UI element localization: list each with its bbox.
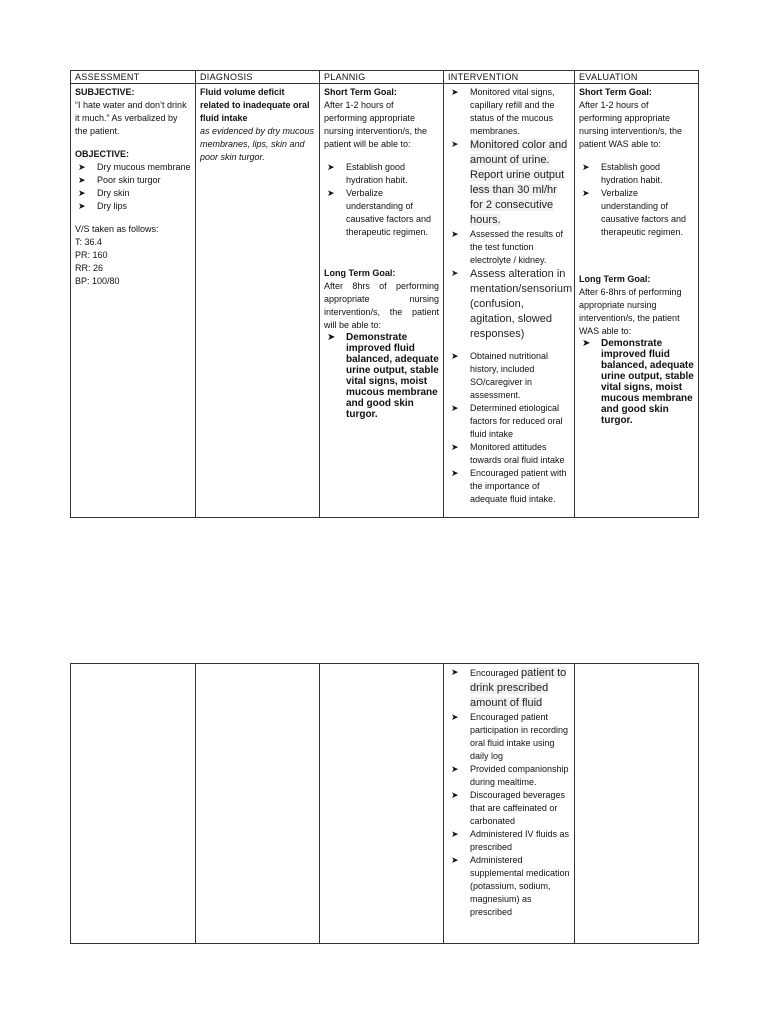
- evaluation-cell-continued: [575, 664, 699, 944]
- arrow-bullet-icon: ➤: [78, 201, 86, 211]
- planning-short-label: Short Term Goal:: [324, 87, 397, 97]
- table-row: [71, 664, 699, 944]
- diagnosis-evidence: as evidenced by dry mucous membranes, lips, skin and poor skin turgor.: [200, 126, 315, 162]
- arrow-bullet-icon: ➤: [451, 229, 459, 239]
- arrow-bullet-icon: ➤: [78, 175, 86, 185]
- arrow-bullet-icon: ➤: [451, 829, 459, 839]
- arrow-bullet-icon: ➤: [451, 468, 459, 478]
- list-item: ➤ Dry mucous membrane: [78, 162, 191, 172]
- evaluation-long-list: [579, 338, 694, 426]
- intervention-cell: [444, 84, 575, 518]
- diagnosis-main: Fluid volume deficit related to inadequate oral fluid intake: [200, 87, 310, 123]
- list-item: ➤ Provided companionship during mealtime.: [451, 764, 569, 787]
- subjective-text: “I hate water and don’t drink it much.” As verbalized by the patient.: [75, 100, 187, 136]
- list-item: ➤ Verbalize understanding of causative factors and therapeutic regimen.: [582, 188, 687, 237]
- list-item: ➤ Establish good hydration habit.: [582, 162, 663, 185]
- evaluation-cell: [575, 84, 699, 518]
- evaluation-short-list: [579, 161, 694, 239]
- vitals-intro: V/S taken as follows:: [75, 224, 159, 234]
- list-item: ➤ Demonstrate improved fluid balanced, adequate urine output, stable vital signs, moist mucous membrane and good skin turgor.: [582, 338, 694, 426]
- evaluation-long-text: After 6-8hrs of performing appropriate nursing intervention/s, the patient WAS able to:: [579, 287, 682, 336]
- assessment-cell: [71, 84, 196, 518]
- arrow-bullet-icon: ➤: [327, 162, 335, 172]
- table-row: [71, 84, 699, 518]
- diagnosis-cell-continued: [196, 664, 320, 944]
- planning-cell-continued: [320, 664, 444, 944]
- arrow-bullet-icon: ➤: [451, 790, 459, 800]
- vital-blood-pressure: BP: 100/80: [75, 276, 120, 286]
- intervention-list: [448, 86, 573, 506]
- list-item: ➤ Determined etiological factors for reduced oral fluid intake: [451, 403, 563, 439]
- nursing-care-plan-continuation-table: [70, 663, 699, 944]
- planning-cell: [320, 84, 444, 518]
- objective-label: OBJECTIVE:: [75, 149, 130, 159]
- list-item: ➤ Obtained nutritional history, included SO/caregiver in assessment.: [451, 351, 549, 400]
- list-item: ➤ Encouraged patient to drink prescribed amount of fluid: [451, 667, 567, 709]
- header-evaluation: EVALUATION: [575, 71, 699, 84]
- header-diagnosis: DIAGNOSIS: [196, 71, 320, 84]
- assessment-cell-continued: [71, 664, 196, 944]
- vital-respiration: RR: 26: [75, 263, 104, 273]
- nursing-care-plan-table: [70, 70, 699, 518]
- list-item: ➤ Encouraged patient participation in recording oral fluid intake using daily log: [451, 712, 569, 761]
- arrow-bullet-icon: ➤: [582, 188, 590, 198]
- arrow-bullet-icon: ➤: [582, 162, 590, 172]
- arrow-bullet-icon: ➤: [451, 268, 459, 278]
- arrow-bullet-icon: ➤: [451, 855, 459, 865]
- intervention-list-continued: [448, 666, 570, 919]
- list-item: ➤ Monitored vital signs, capillary refill and the status of the mucous membranes.: [451, 87, 555, 136]
- evaluation-short-label: Short Term Goal:: [579, 87, 652, 97]
- list-item: ➤ Assess alteration in mentation/sensorium (confusion, agitation, slowed responses): [451, 268, 573, 340]
- arrow-bullet-icon: ➤: [78, 188, 86, 198]
- list-item: ➤ Assessed the results of the test function electrolyte / kidney.: [451, 229, 564, 265]
- list-item: ➤ Verbalize understanding of causative factors and therapeutic regimen.: [327, 188, 432, 237]
- vital-pulse: PR: 160: [75, 250, 108, 260]
- arrow-bullet-icon: ➤: [327, 332, 336, 343]
- list-item: ➤ Encouraged patient with the importance of adequate fluid intake.: [451, 468, 567, 504]
- arrow-bullet-icon: ➤: [451, 442, 459, 452]
- arrow-bullet-icon: ➤: [451, 139, 459, 149]
- header-planning: PLANNIG: [320, 71, 444, 84]
- header-assessment: ASSESSMENT: [71, 71, 196, 84]
- arrow-bullet-icon: ➤: [451, 764, 459, 774]
- list-item: ➤ Dry lips: [78, 201, 128, 211]
- evaluation-long-label: Long Term Goal:: [579, 274, 651, 284]
- planning-long-label: Long Term Goal:: [324, 268, 396, 278]
- subjective-label: SUBJECTIVE:: [75, 87, 135, 97]
- list-item: ➤ Administered IV fluids as prescribed: [451, 829, 570, 852]
- arrow-bullet-icon: ➤: [451, 351, 459, 361]
- arrow-bullet-icon: ➤: [582, 338, 591, 349]
- header-intervention: INTERVENTION: [444, 71, 575, 84]
- arrow-bullet-icon: ➤: [451, 667, 459, 677]
- planning-short-list: [324, 161, 439, 239]
- list-item: ➤ Administered supplemental medication (potassium, sodium, magnesium) as prescribed: [451, 855, 570, 917]
- arrow-bullet-icon: ➤: [451, 712, 459, 722]
- arrow-bullet-icon: ➤: [451, 87, 459, 97]
- table-header-row: [71, 71, 699, 84]
- arrow-bullet-icon: ➤: [78, 162, 86, 172]
- planning-short-text: After 1-2 hours of performing appropriate nursing intervention/s, the patient will be able to:: [324, 100, 428, 149]
- evaluation-short-text: After 1-2 hours of performing appropriate nursing intervention/s, the patient WAS able to:: [579, 100, 683, 149]
- list-item: ➤ Monitored color and amount of urine. Report urine output less than 30 ml/hr for 2 consecutive hours.: [451, 139, 568, 226]
- list-item: ➤ Monitored attitudes towards oral fluid intake: [451, 442, 565, 465]
- planning-long-list: [324, 332, 439, 420]
- diagnosis-cell: [196, 84, 320, 518]
- list-item: ➤ Discouraged beverages that are caffeinated or carbonated: [451, 790, 566, 826]
- list-item: ➤ Demonstrate improved fluid balanced, adequate urine output, stable vital signs, moist mucous membrane and good skin turgor.: [327, 332, 439, 420]
- arrow-bullet-icon: ➤: [327, 188, 335, 198]
- planning-long-text: After 8hrs of performing appropriate nursing intervention/s, the patient will be able to:: [324, 281, 439, 330]
- list-item: ➤ Dry skin: [78, 188, 130, 198]
- objective-list: [75, 161, 191, 213]
- list-item: ➤ Establish good hydration habit.: [327, 162, 408, 185]
- list-item: ➤ Poor skin turgor: [78, 175, 161, 185]
- intervention-cell-continued: [444, 664, 575, 944]
- arrow-bullet-icon: ➤: [451, 403, 459, 413]
- vital-temperature: T: 36.4: [75, 237, 103, 247]
